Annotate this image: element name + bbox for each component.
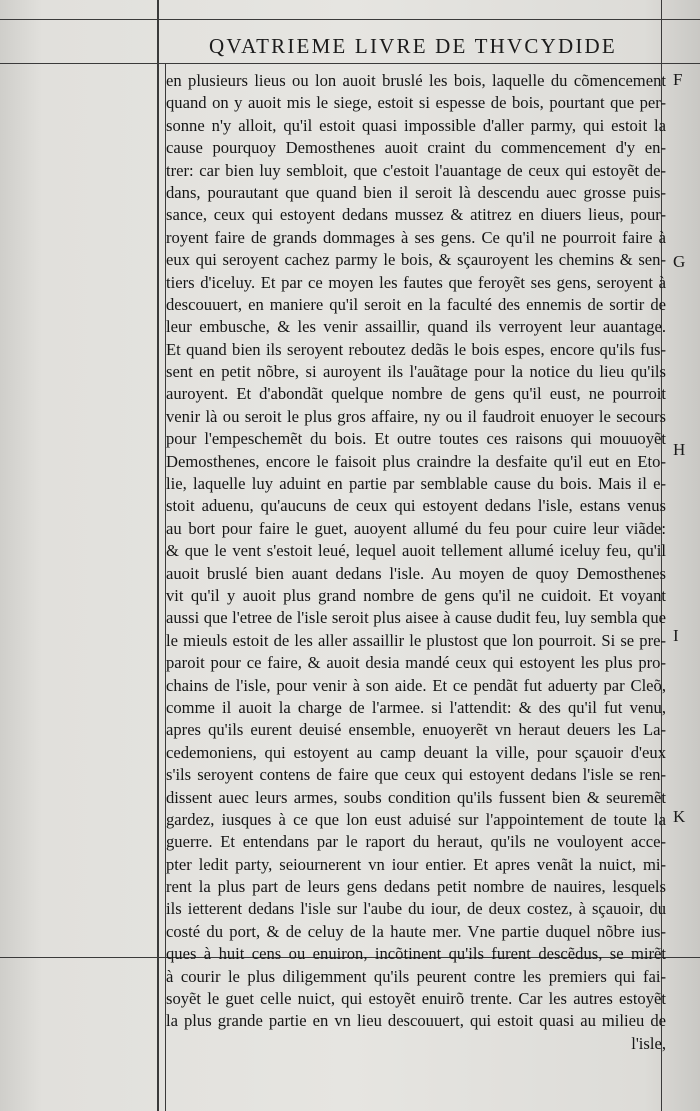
margin-letter-g: G: [673, 252, 686, 271]
text-line: sent en petit nõbre, si auroyent ils l'auãtage pour la notice du lieu qu'ils: [166, 362, 666, 382]
text-line: royent faire de grands dommages à ses gens. Ce qu'il ne pourroit faire à: [166, 227, 666, 247]
text-line: ques à huit cens ou enuiron, incõtinent qu'ils furent descẽdus, se mirẽt: [166, 944, 666, 964]
text-line: rent la plus part de leurs gens dedans petit nombre de nauires, lesquels: [166, 877, 666, 897]
body-text: [166, 70, 666, 1055]
text-line: dissent auec leurs armes, soubs condition qu'ils fussent bien & seuremẽt: [166, 787, 666, 807]
text-line: leur embusche, & les venir assaillir, quand ils verroyent leur auantage.: [166, 317, 666, 337]
text-line: pter ledit party, seiournerent vn iour entier. Et apres venãt la nuict, mi-: [166, 854, 666, 874]
text-line-catchword: l'isle,: [631, 1033, 666, 1053]
margin-letter-f: F: [673, 70, 683, 89]
text-line: aussi que l'etree de l'isle seroit plus aisee à cause dudit feu, luy sembla que: [166, 608, 666, 628]
text-line: à courir le plus diligemment qu'ils peurent contre les premiers qui fai-: [166, 966, 666, 986]
text-line: chains de l'isle, pour venir à son aide. Et ce pendãt fut aduerty par Cleõ,: [166, 675, 666, 695]
text-line: lie, laquelle luy aduint en partie par semblable cause du bois. Mais il e-: [166, 474, 666, 494]
text-line: stoit aduenu, qu'aucuns de ceux qui estoyent dedans l'isle, estans venus: [166, 496, 666, 516]
margin-letter-h: H: [673, 440, 686, 459]
text-line: vit qu'il y auoit plus grand nombre de gens qu'il ne cuidoit. Et voyant: [166, 585, 666, 605]
text-line: descouuert, en maniere qu'il seroit en la faculté des ennemis de sortir de: [166, 294, 666, 314]
text-line: Et quand bien ils seroyent reboutez dedãs le bois espes, encore qu'ils fus-: [166, 339, 666, 359]
text-line: comme il auoit la charge de l'armee. si l'attendit: & des qu'il fut venu,: [166, 697, 666, 717]
text-line: pour l'empeschemẽt du bois. Et outre toutes ces raisons qui mouuoyẽt: [166, 429, 666, 449]
text-line: s'ils seroyent contens de faire que ceux qui estoyent dedans l'isle se ren-: [166, 765, 666, 785]
text-line: & que le vent s'estoit leué, lequel auoit tellement allumé iceluy feu, qu'il: [166, 541, 666, 561]
text-line: cedemoniens, qui estoyent au camp deuant la ville, pour sçauoir d'eux: [166, 742, 666, 762]
text-line: sance, ceux qui estoyent dedans mussez & atitrez en diuers lieus, pour-: [166, 205, 666, 225]
text-line: cause pourquoy Demosthenes auoit craint du commencement d'y en-: [166, 138, 666, 158]
margin-letter-i: I: [673, 626, 679, 645]
margin-letter-k: K: [673, 807, 686, 826]
running-head: QVATRIEME LIVRE DE THVCYDIDE: [209, 34, 617, 58]
text-line: trer: car bien luy sembloit, que c'estoit l'auantage de ceux qui estoyẽt de-: [166, 160, 666, 180]
text-line: eux qui seroyent cachez parmy le bois, & sçauroyent les chemins & sen-: [166, 250, 666, 270]
text-line: dans, pourautant que quand bien il seroit là descendu auec grosse puis-: [166, 182, 666, 202]
text-line: auroyent. Et d'abondãt quelque nombre de gens qu'il eust, ne pourroit: [166, 384, 666, 404]
text-line: en plusieurs lieus ou lon auoit bruslé les bois, laquelle du cõmencement: [166, 71, 666, 90]
text-line: costé du port, & de celuy de la haute mer. Vne partie duquel nõbre ius-: [166, 921, 666, 941]
text-line: apres qu'ils eurent deuisé ensemble, enuoyerẽt vn heraut deuers les La-: [166, 720, 666, 740]
text-line: au bort pour faire le guet, auoyent allumé du feu pour cuire leur viãde:: [166, 518, 666, 538]
text-line: sonne n'y alloit, qu'il estoit quasi impossible d'aller parmy, qui estoit la: [166, 115, 666, 135]
text-line: venir là ou seroit le plus gros affaire, ny ou il faudroit enuoyer le secours: [166, 406, 666, 426]
text-line: auoit bruslé bien auant dedans l'isle. Au moyen de quoy Demosthenes: [166, 563, 666, 583]
margin-rule-left: [157, 0, 159, 1111]
text-line: tiers d'iceluy. Et par ce moyen les fautes que feroyẽt ses gens, seroyent à: [166, 272, 666, 292]
text-line: le mieuls estoit de les aller assaillir le plustost que lon pourroit. Si se pre-: [166, 630, 666, 650]
text-line: ils ietterent dedans l'isle sur l'aube du iour, de deux costez, à sçauoir, du: [166, 899, 666, 919]
text-line: paroit pour ce faire, & auoit desia mandé ceux qui estoyent les plus pro-: [166, 653, 666, 673]
text-line: Demosthenes, encore le faisoit plus craindre la desfaite qu'il eut en Eto-: [166, 451, 666, 471]
text-line: la plus grande partie en vn lieu descouuert, qui estoit quasi au milieu de: [166, 1011, 666, 1031]
header-rule-bottom: [0, 63, 700, 64]
header-rule-top: [0, 19, 700, 20]
text-line: quand on y auoit mis le siege, estoit si espesse de bois, pourtant que per-: [166, 93, 666, 113]
text-line: soyẽt le guet celle nuict, qui estoyẽt enuirõ trente. Car les autres estoyẽt: [166, 989, 666, 1009]
text-line: gardez, iusques à ce que lon eust aduisé sur l'appointement de toute la: [166, 809, 666, 829]
text-line: guerre. Et entendans par le raport du heraut, qu'ils ne vouloyent acce-: [166, 832, 666, 852]
